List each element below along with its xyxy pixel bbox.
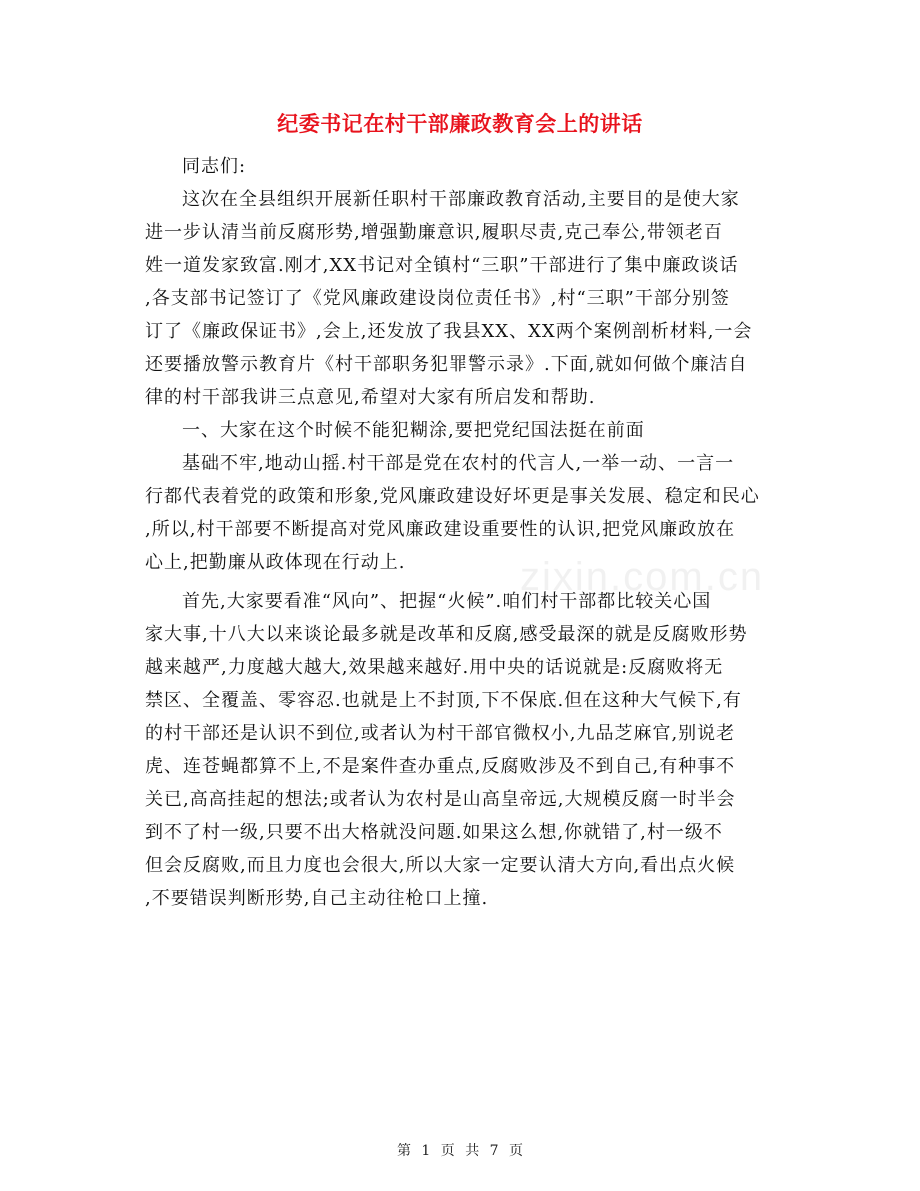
paragraph-line: 进一步认清当前反腐形势,增强勤廉意识,履职尽责,克己奉公,带领老百 — [145, 222, 723, 243]
paragraph-line: ,各支部书记签订了《党风廉政建设岗位责任书》,村“三职”干部分别签 — [145, 288, 730, 309]
paragraph-line: 行都代表着党的政策和形象,党风廉政建设好坏更是事关发展、稳定和民心 — [145, 486, 760, 507]
paragraph-line: 家大事,十八大以来谈论最多就是改革和反腐,感受最深的就是反腐败形势 — [145, 624, 748, 645]
paragraph-line: 还要播放警示教育片《村干部职务犯罪警示录》.下面,就如何做个廉洁自 — [145, 354, 748, 375]
section-heading: 一、大家在这个时候不能犯糊涂,要把党纪国法挺在前面 — [182, 420, 645, 441]
paragraph-line: 到不了村一级,只要不出大格就没问题.如果这么想,你就错了,村一级不 — [145, 822, 723, 843]
paragraph-line: 禁区、全覆盖、零容忍.也就是上不封顶,下不保底.但在这种大气候下,有 — [145, 690, 742, 711]
paragraph-line: 基础不牢,地动山摇.村干部是党在农村的代言人,一举一动、一言一 — [182, 453, 735, 474]
paragraph-line: 虎、连苍蝇都算不上,不是案件查办重点,反腐败涉及不到自己,有种事不 — [145, 756, 736, 777]
paragraph-line: 心上,把勤廉从政体现在行动上. — [145, 552, 406, 573]
document-body — [145, 150, 781, 915]
watermark: zixin.com.cn — [520, 555, 765, 599]
paragraph-line: 首先,大家要看准“风向”、把握“火候”.咱们村干部都比较关心国 — [182, 591, 712, 612]
page-number: 第 1 页 共 7 页 — [396, 1143, 524, 1159]
paragraph-line: 但会反腐败,而且力度也会很大,所以大家一定要认清大方向,看出点火候 — [145, 855, 736, 876]
paragraph-line: ,不要错误判断形势,自己主动往枪口上撞. — [145, 888, 489, 909]
document-title: 纪委书记在村干部廉政教育会上的讲话 — [277, 111, 643, 136]
paragraph-line: 的村干部还是认识不到位,或者认为村干部官微权小,九品芝麻官,别说老 — [145, 723, 736, 744]
paragraph-line: 这次在全县组织开展新任职村干部廉政教育活动,主要目的是使大家 — [182, 189, 740, 210]
paragraph-line: 关已,高高挂起的想法;或者认为农村是山高皇帝远,大规模反腐一时半会 — [145, 789, 736, 810]
paragraph-line: 订了《廉政保证书》,会上,还发放了我县XX、XX两个案例剖析材料,一会 — [145, 321, 753, 342]
salutation: 同志们: — [182, 156, 247, 177]
paragraph-line: 越来越严,力度越大越大,效果越来越好.用中央的话说就是:反腐败将无 — [145, 657, 724, 678]
paragraph-line: ,所以,村干部要不断提高对党风廉政建设重要性的认识,把党风廉政放在 — [145, 519, 736, 540]
paragraph-line: 律的村干部我讲三点意见,希望对大家有所启发和帮助. — [145, 387, 596, 408]
paragraph-line: 姓一道发家致富.刚才,XX书记对全镇村“三职”干部进行了集中廉政谈话 — [145, 255, 739, 276]
